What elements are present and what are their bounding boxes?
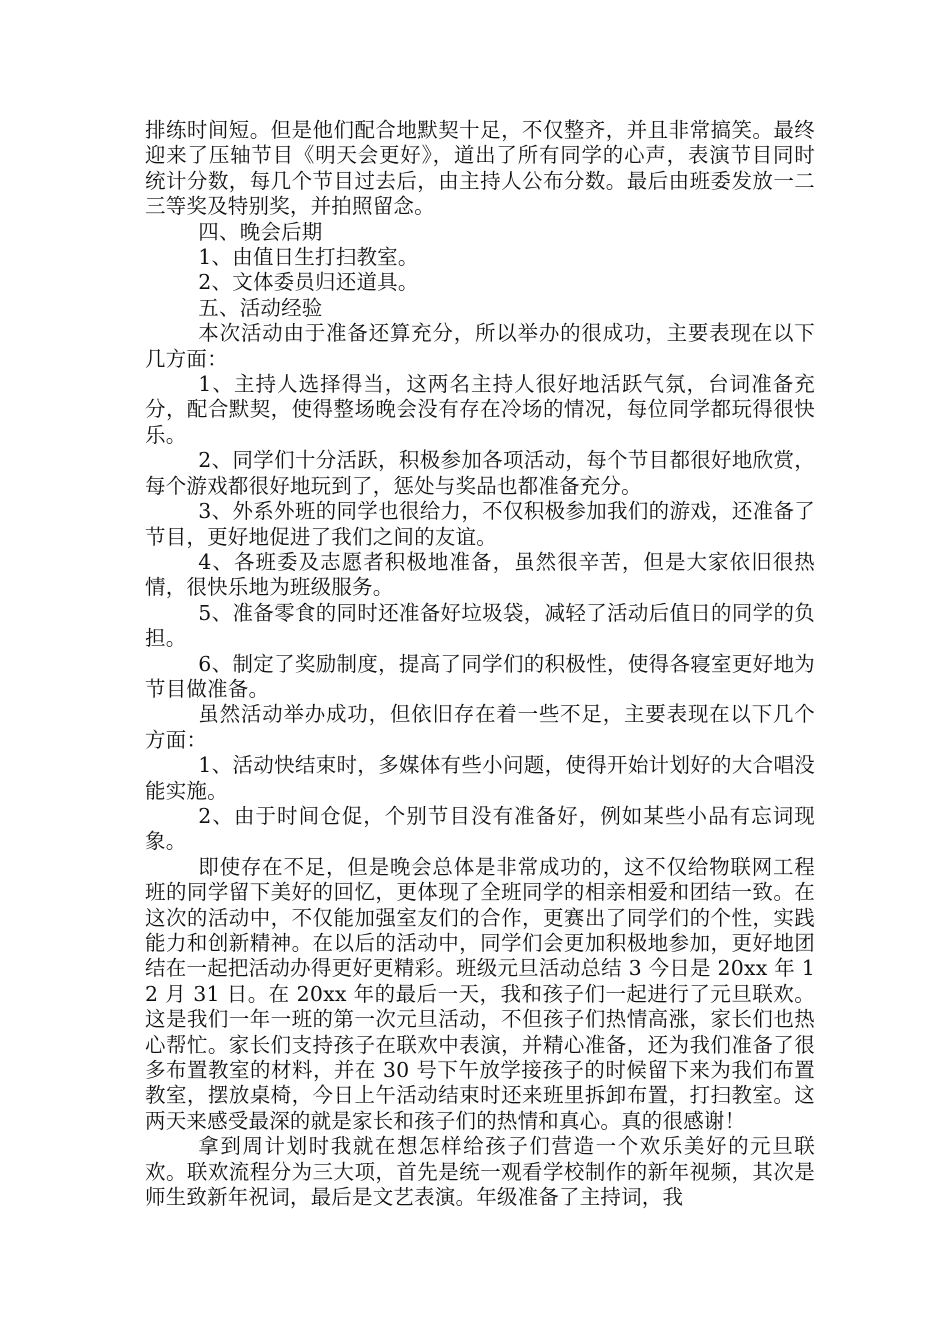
list-item-time-constraint: 2、由于时间仓促，个别节目没有准备好，例如某些小品有忘词现象。 <box>145 803 815 854</box>
list-item-reward-system: 6、制定了奖励制度，提高了同学们的积极性，使得各寝室更好地为节目做准备。 <box>145 651 815 701</box>
document-body <box>145 118 815 1210</box>
heading-activity-experience: 五、活动经验 <box>198 295 323 320</box>
list-item-return-props: 2、文体委员归还道具。 <box>198 270 419 295</box>
paragraph-weekly-plan: 拿到周计划时我就在想怎样给孩子们营造一个欢乐美好的元旦联欢。联欢流程分为三大项，首先是统一观看学校制作的新年视频，其次是师生致新年祝词，最后是文艺表演。年级准备了主持词，我 <box>145 1134 815 1210</box>
heading-party-aftermath: 四、晚会后期 <box>198 219 323 244</box>
list-item-host-selection: 1、主持人选择得当，这两名主持人很好地活跃气氛，台词准备充分，配合默契，使得整场晚会没有存在冷场的情况，每位同学都玩得很快乐。 <box>145 372 815 447</box>
list-item-multimedia-issue: 1、活动快结束时，多媒体有些小问题，使得开始计划好的大合唱没能实施。 <box>145 753 815 803</box>
list-item-snacks-trash-bags: 5、准备零食的同时还准备好垃圾袋，减轻了活动后值日的同学的负担。 <box>145 600 815 651</box>
paragraph-conclusion-and-summary-3: 即使存在不足，但是晚会总体是非常成功的，这不仅给物联网工程班的同学留下美好的回忆，更体现了全班同学的相亲相爱和团结一致。在这次的活动中，不仅能加强室友们的合作，更赛出了同学们的个性，实践能力和创新精神。在以后的活动中，同学们会更加积极地参加，更好地团结在一起把活动办得更好更精彩。班级元旦活动总结 3 今日是 20xx 年 12 月 31 日。在 20xx 年的最后一天，我和孩子们一起进行了元旦联欢。这是我们一年一班的第一次元旦活动，不但孩子们热情高涨，家长们也热心帮忙。家长们支持孩子在联欢中表演，并精心准备，还为我们准备了很多布置教室的材料，并在 30 号下午放学接孩子的时候留下来为我们布置教室，摆放桌椅，今日上午活动结束时还来班里拆卸布置，打扫教室。这两天来感受最深的就是家长和孩子们的热情和真心。真的很感谢！ <box>145 854 815 1133</box>
paragraph-performance-summary: 排练时间短。但是他们配合地默契十足，不仅整齐，并且非常搞笑。最终迎来了压轴节目《明天会更好》，道出了所有同学的心声，表演节目同时统计分数，每几个节目过去后，由主持人公布分数。最后由班委发放一二三等奖及特别奖，并拍照留念。 <box>145 118 815 219</box>
list-item-student-activity: 2、同学们十分活跃，积极参加各项活动，每个节目都很好地欣赏，每个游戏都很好地玩到了，惩处与奖品也都准备充分。 <box>145 448 815 498</box>
list-item-volunteers: 4、各班委及志愿者积极地准备，虽然很辛苦，但是大家依旧很热情，很快乐地为班级服务。 <box>145 549 815 600</box>
list-item-other-classes: 3、外系外班的同学也很给力，不仅积极参加我们的游戏，还准备了节目，更好地促进了我们之间的友谊。 <box>145 499 815 549</box>
paragraph-shortcomings-intro: 虽然活动举办成功，但依旧存在着一些不足，主要表现在以下几个方面： <box>145 702 815 752</box>
paragraph-success-intro: 本次活动由于准备还算充分，所以举办的很成功，主要表现在以下几方面： <box>145 321 815 371</box>
list-item-cleanup: 1、由值日生打扫教室。 <box>198 245 419 270</box>
